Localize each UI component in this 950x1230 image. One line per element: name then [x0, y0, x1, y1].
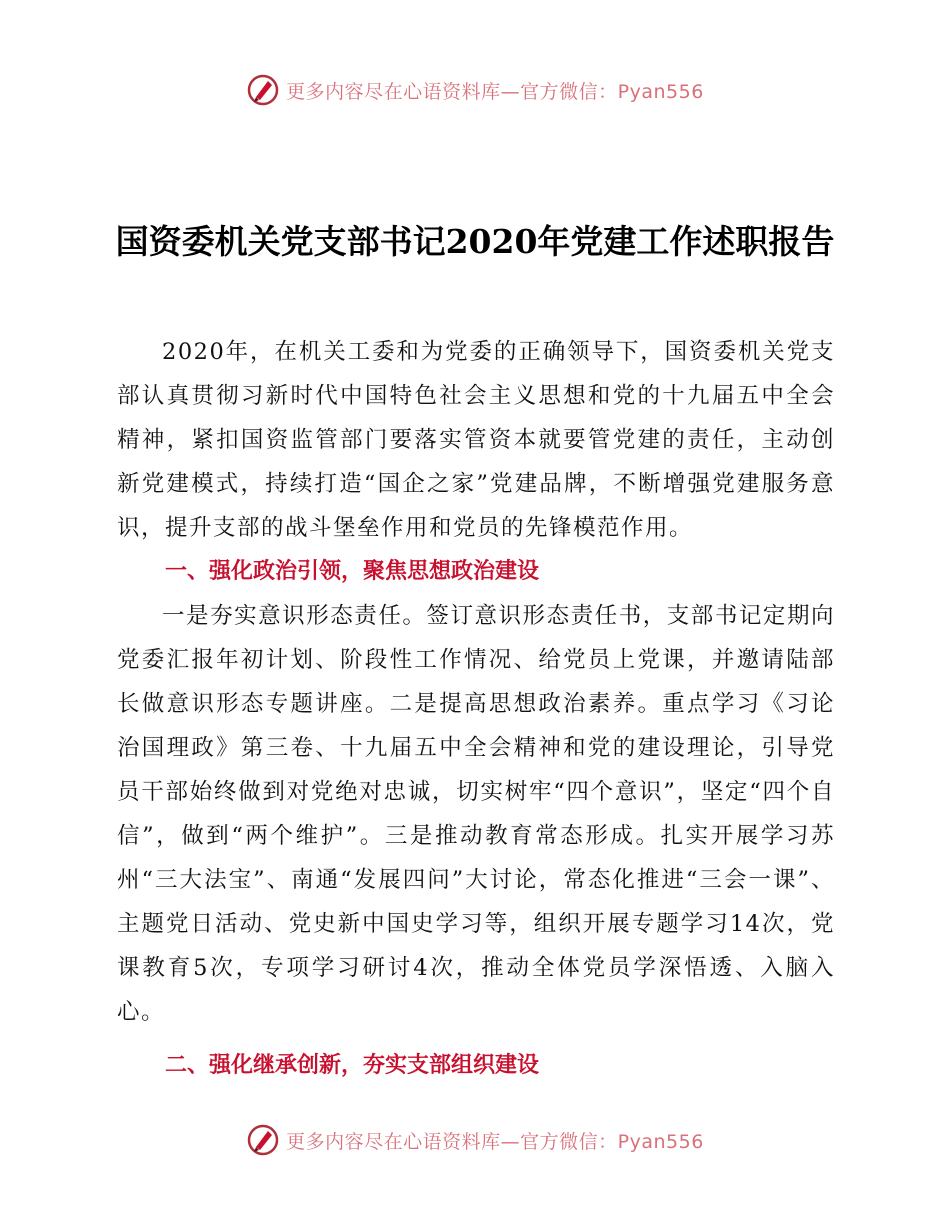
pen-nib-logo-icon [246, 1123, 280, 1157]
section-2-heading: 二、强化继承创新，夯实支部组织建设 [165, 1053, 540, 1078]
section-1-paragraph: 一是夯实意识形态责任。签订意识形态责任书，支部书记定期向党委汇报年初计划、阶段性工作情况、给党员上党课，并邀请陆部长做意识形态专题讲座。二是提高思想政治素养。重点学习《习论治国理政》第三卷、十九届五中全会精神和党的建设理论，引导党员干部始终做到对党绝对忠诚，切实树牢“四个意识”，坚定“四个自信”，做到“两个维护”。三是推动教育常态形成。扎实开展学习苏州“三大法宝”、南通“发展四问”大讨论，常态化推进“三会一课”、主题党日活动、党史新中国史学习等，组织开展专题学习14次，党课教育5次，专项学习研讨4次，推动全体党员学深悟透、入脑入心。 [117, 603, 835, 1025]
footer-banner [0, 1120, 950, 1160]
footer-banner-text: 更多内容尽在心语资料库—官方微信：Pyan556 [286, 1130, 704, 1153]
document-title: 国资委机关党支部书记2020年党建工作述职报告 [115, 222, 835, 261]
document-body [117, 330, 835, 1088]
header-banner [0, 70, 950, 110]
pen-nib-logo-icon [246, 73, 280, 107]
header-banner-text: 更多内容尽在心语资料库—官方微信：Pyan556 [286, 80, 704, 103]
section-1-heading: 一、强化政治引领，聚焦思想政治建设 [165, 559, 540, 584]
intro-paragraph: 2020年，在机关工委和为党委的正确领导下，国资委机关党支部认真贯彻习新时代中国特色社会主义思想和党的十九届五中全会精神，紧扣国资监管部门要落实管资本就要管党建的责任，主动创新党建模式，持续打造“国企之家”党建品牌，不断增强党建服务意识，提升支部的战斗堡垒作用和党员的先锋模范作用。 [117, 339, 835, 541]
